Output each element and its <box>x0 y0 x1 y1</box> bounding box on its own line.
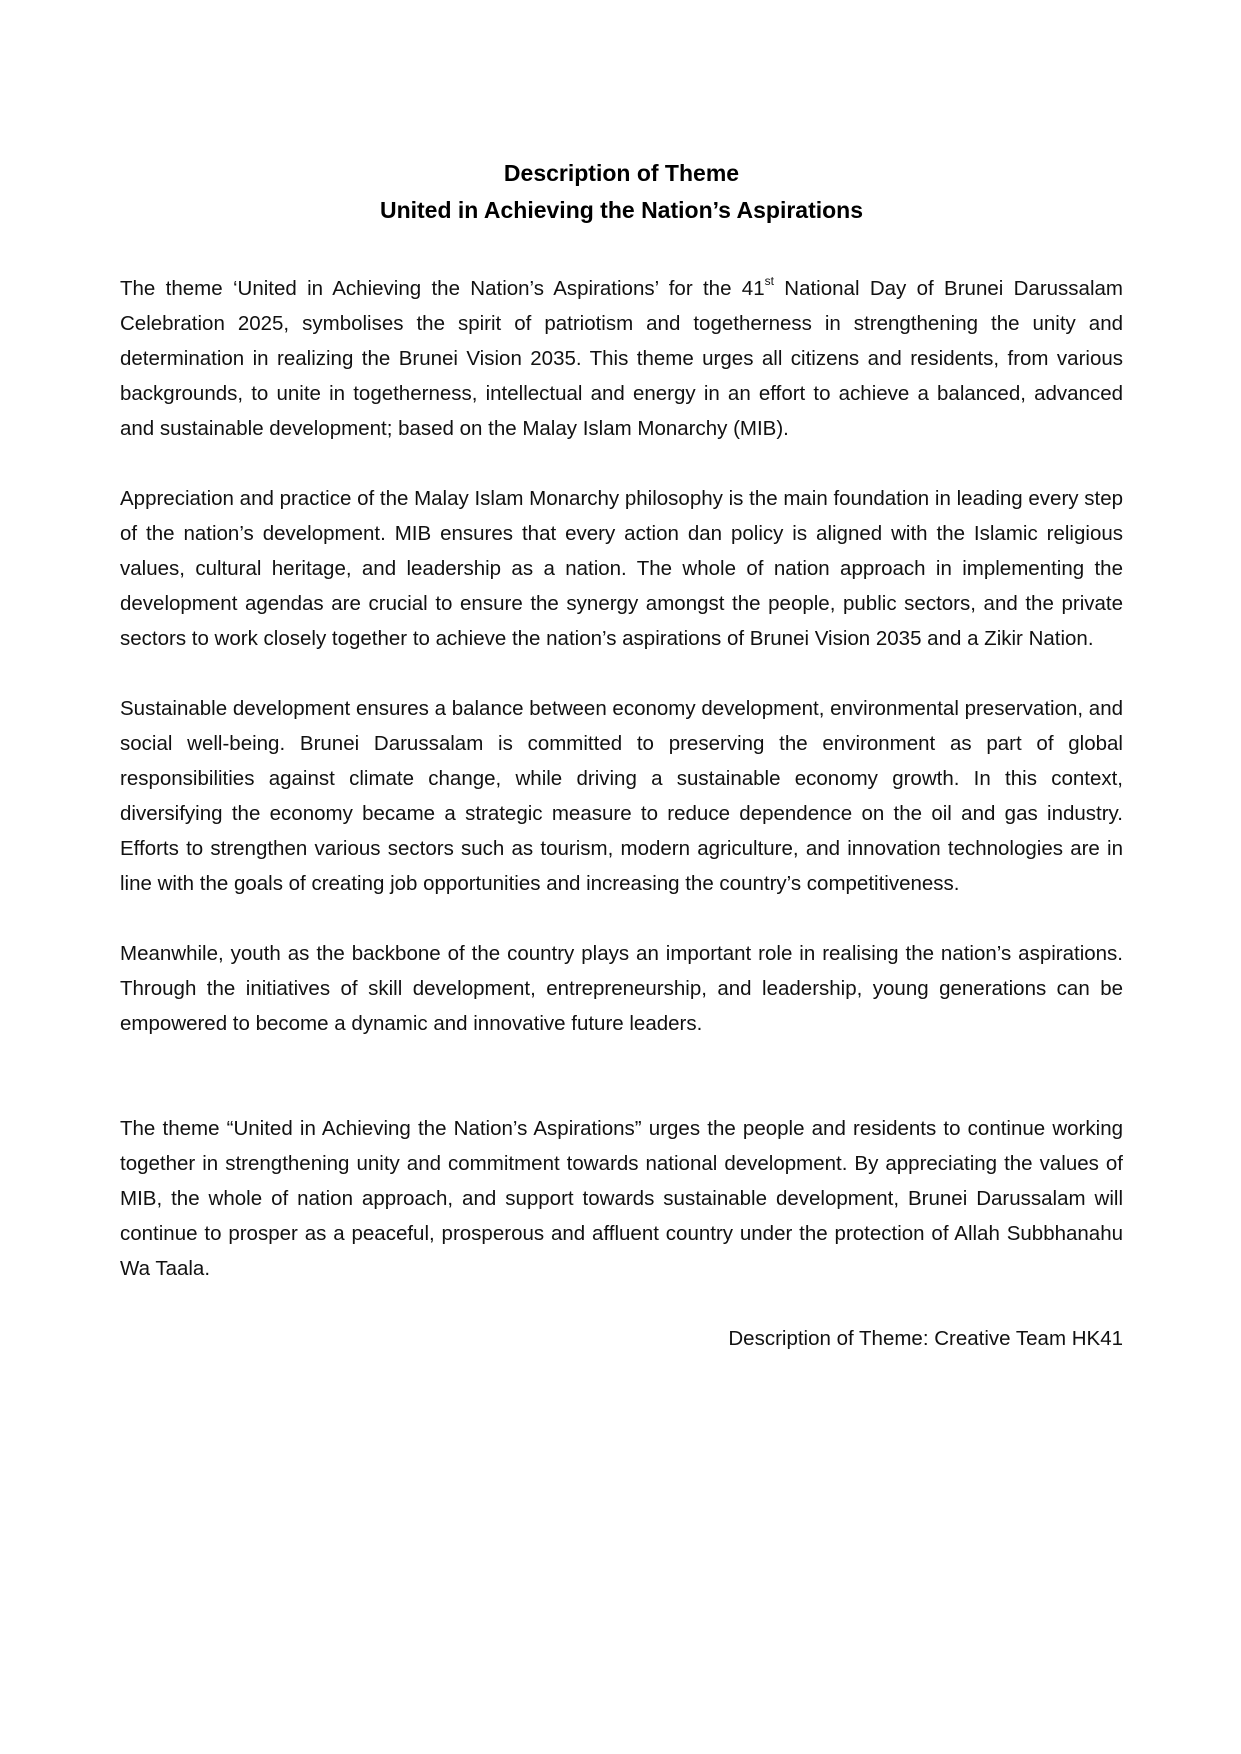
credit-line: Description of Theme: Creative Team HK41 <box>728 1327 1123 1350</box>
paragraph-mib: Appreciation and practice of the Malay Islam Monarchy philosophy is the main foundation in leading every step of the nation’s development. MIB ensures that every action dan policy is aligned with the Islamic religious values, cultural heritage, and leadership as a nation. The whole of nation approach in implementing the development agendas are crucial to ensure the synergy amongst the people, public sectors, and the private sectors to work closely together to achieve the nation’s aspirations of Brunei Vision 2035 and a Zikir Nation. <box>120 487 1123 650</box>
paragraph-theme-intro-text-cont: National Day of Brunei Darussalam Celebration 2025, symbolises the spirit of patriotism and togetherness in strengthening the unity and determination in realizing the Brunei Vision 2035. This theme urges all citizens and residents, from various backgrounds, to unite in togetherness, intellectual and energy in an effort to achieve a balanced, advanced and sustainable development; based on the Malay Islam Monarchy (MIB). <box>120 277 1123 440</box>
paragraph-conclusion: The theme “United in Achieving the Nation’s Aspirations” urges the people and residents to continue working together in strengthening unity and commitment towards national development. By appreciating the values of MIB, the whole of nation approach, and support towards sustainable development, Brunei Darussalam will continue to prosper as a peaceful, prosperous and affluent country under the protection of Allah Subbhanahu Wa Taala. <box>120 1117 1123 1280</box>
paragraph-sustainable-development: Sustainable development ensures a balance between economy development, environmental preservation, and social well-being. Brunei Darussalam is committed to preserving the environment as part of global responsibilities against climate change, while driving a sustainable economy growth. In this context, diversifying the economy became a strategic measure to reduce dependence on the oil and gas industry. Efforts to strengthen various sectors such as tourism, modern agriculture, and innovation technologies are in line with the goals of creating job opportunities and increasing the country’s competitiveness. <box>120 697 1123 895</box>
paragraph-theme-intro-text: The theme ‘United in Achieving the Nation’s Aspirations’ for the 41 <box>120 277 765 300</box>
document-title: Description of Theme <box>503 160 740 186</box>
paragraph-theme-intro <box>120 271 1123 446</box>
document-page <box>120 155 1123 1356</box>
title-block <box>120 155 1123 229</box>
theme-title: United in Achieving the Nation’s Aspirations <box>379 197 864 223</box>
ordinal-suffix: st <box>764 274 774 289</box>
paragraph-youth: Meanwhile, youth as the backbone of the country plays an important role in realising the nation’s aspirations. Through the initiatives of skill development, entrepreneurship, and leadership, young generations can be empowered to become a dynamic and innovative future leaders. <box>120 942 1123 1035</box>
